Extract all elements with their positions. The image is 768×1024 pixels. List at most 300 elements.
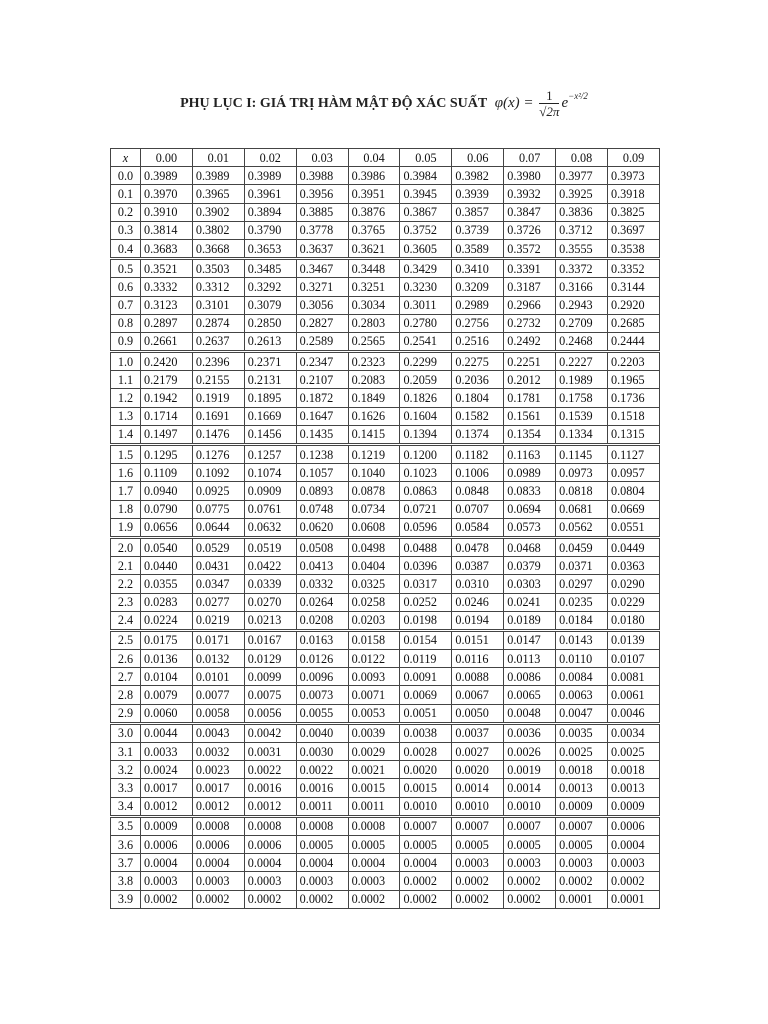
density-value: 0.2347 [296, 352, 348, 371]
density-value: 0.0003 [556, 854, 608, 872]
density-value: 0.3555 [556, 239, 608, 258]
table-row [111, 203, 660, 221]
density-value: 0.0088 [452, 668, 504, 686]
density-value: 0.0669 [608, 500, 660, 518]
density-value: 0.3712 [556, 221, 608, 239]
density-value: 0.3961 [244, 185, 296, 203]
density-value: 0.0047 [556, 704, 608, 723]
density-value: 0.0012 [141, 797, 193, 816]
density-value: 0.1257 [244, 445, 296, 464]
density-value: 0.2203 [608, 352, 660, 371]
density-value: 0.2107 [296, 371, 348, 389]
density-value: 0.3332 [141, 278, 193, 296]
density-value: 0.3973 [608, 167, 660, 185]
density-value: 0.0040 [296, 723, 348, 742]
table-row [111, 407, 660, 425]
density-value: 0.3836 [556, 203, 608, 221]
density-value: 0.3932 [504, 185, 556, 203]
density-value: 0.0010 [504, 797, 556, 816]
row-x-value: 0.7 [111, 296, 141, 314]
density-value: 0.1415 [348, 425, 400, 444]
density-value: 0.0005 [296, 835, 348, 853]
row-x-value: 2.1 [111, 557, 141, 575]
density-value: 0.1354 [504, 425, 556, 444]
density-value: 0.0761 [244, 500, 296, 518]
density-value: 0.0002 [192, 890, 244, 908]
density-value: 0.3372 [556, 259, 608, 278]
density-value: 0.0632 [244, 518, 296, 537]
row-x-value: 3.4 [111, 797, 141, 816]
density-value: 0.2396 [192, 352, 244, 371]
density-value: 0.0107 [608, 650, 660, 668]
density-value: 0.0167 [244, 630, 296, 649]
density-value: 0.0055 [296, 704, 348, 723]
density-value: 0.0110 [556, 650, 608, 668]
density-value: 0.0573 [504, 518, 556, 537]
density-value: 0.0818 [556, 482, 608, 500]
formula-exp-base: e [561, 95, 569, 112]
density-value: 0.0009 [608, 797, 660, 816]
density-value: 0.3939 [452, 185, 504, 203]
density-value: 0.0025 [556, 743, 608, 761]
density-value: 0.0940 [141, 482, 193, 500]
density-value: 0.0317 [400, 575, 452, 593]
density-value: 0.1334 [556, 425, 608, 444]
row-x-value: 0.2 [111, 203, 141, 221]
table-row [111, 611, 660, 630]
density-value: 0.0069 [400, 686, 452, 704]
density-value: 0.0297 [556, 575, 608, 593]
table-row [111, 537, 660, 556]
density-value: 0.2920 [608, 296, 660, 314]
density-value: 0.0002 [348, 890, 400, 908]
density-value: 0.0459 [556, 537, 608, 556]
row-x-value: 2.5 [111, 630, 141, 649]
row-x-value: 0.0 [111, 167, 141, 185]
density-value: 0.1518 [608, 407, 660, 425]
density-value: 0.0213 [244, 611, 296, 630]
density-value: 0.1826 [400, 389, 452, 407]
density-value: 0.0113 [504, 650, 556, 668]
header-x: x [111, 149, 141, 167]
density-value: 0.3847 [504, 203, 556, 221]
row-x-value: 1.1 [111, 371, 141, 389]
table-row [111, 352, 660, 371]
density-value: 0.0002 [556, 872, 608, 890]
formula-numerator: 1 [539, 88, 559, 104]
density-value: 0.0005 [504, 835, 556, 853]
table-row [111, 482, 660, 500]
density-value: 0.1758 [556, 389, 608, 407]
density-value: 0.2685 [608, 314, 660, 332]
density-value: 0.2059 [400, 371, 452, 389]
density-value: 0.0422 [244, 557, 296, 575]
density-value: 0.0004 [296, 854, 348, 872]
density-value: 0.0063 [556, 686, 608, 704]
density-value: 0.0478 [452, 537, 504, 556]
density-value: 0.3683 [141, 239, 193, 258]
density-value: 0.2012 [504, 371, 556, 389]
header-row [111, 149, 660, 167]
density-value: 0.0184 [556, 611, 608, 630]
density-value: 0.0208 [296, 611, 348, 630]
density-value: 0.0694 [504, 500, 556, 518]
density-value: 0.0540 [141, 537, 193, 556]
density-value: 0.3980 [504, 167, 556, 185]
row-x-value: 0.4 [111, 239, 141, 258]
density-value: 0.0058 [192, 704, 244, 723]
density-value: 0.3637 [296, 239, 348, 258]
table-row [111, 167, 660, 185]
density-value: 0.0529 [192, 537, 244, 556]
density-value: 0.0022 [244, 761, 296, 779]
density-value: 0.0379 [504, 557, 556, 575]
density-value: 0.0347 [192, 575, 244, 593]
formula-lhs: φ(x) = [494, 95, 534, 112]
row-x-value: 3.7 [111, 854, 141, 872]
density-value: 0.3945 [400, 185, 452, 203]
density-value: 0.3034 [348, 296, 400, 314]
density-value: 0.0003 [608, 854, 660, 872]
header-col: 0.05 [400, 149, 452, 167]
density-value: 0.0833 [504, 482, 556, 500]
density-value: 0.0878 [348, 482, 400, 500]
density-value: 0.0147 [504, 630, 556, 649]
density-value: 0.0003 [504, 854, 556, 872]
density-value: 0.3765 [348, 221, 400, 239]
density-value: 0.0132 [192, 650, 244, 668]
density-value: 0.0175 [141, 630, 193, 649]
density-value: 0.0033 [141, 743, 193, 761]
density-value: 0.3802 [192, 221, 244, 239]
density-value: 0.0006 [244, 835, 296, 853]
table-body [111, 167, 660, 909]
table-row [111, 371, 660, 389]
density-value: 0.0129 [244, 650, 296, 668]
table-row [111, 557, 660, 575]
density-value: 0.3101 [192, 296, 244, 314]
table-row [111, 221, 660, 239]
header-col: 0.03 [296, 149, 348, 167]
density-value: 0.1057 [296, 464, 348, 482]
density-value: 0.2756 [452, 314, 504, 332]
table-row [111, 296, 660, 314]
density-value: 0.1849 [348, 389, 400, 407]
density-value: 0.0310 [452, 575, 504, 593]
density-value: 0.1497 [141, 425, 193, 444]
density-value: 0.3467 [296, 259, 348, 278]
density-value: 0.3986 [348, 167, 400, 185]
density-value: 0.2444 [608, 332, 660, 351]
density-value: 0.0721 [400, 500, 452, 518]
density-value: 0.2541 [400, 332, 452, 351]
density-value: 0.3951 [348, 185, 400, 203]
density-value: 0.0235 [556, 593, 608, 611]
density-value: 0.1965 [608, 371, 660, 389]
density-value: 0.0355 [141, 575, 193, 593]
density-value: 0.0002 [504, 890, 556, 908]
density-value: 0.3251 [348, 278, 400, 296]
density-value: 0.0086 [504, 668, 556, 686]
density-value: 0.1895 [244, 389, 296, 407]
density-value: 0.2613 [244, 332, 296, 351]
density-value: 0.1200 [400, 445, 452, 464]
density-value: 0.2083 [348, 371, 400, 389]
density-value: 0.0154 [400, 630, 452, 649]
density-value: 0.2637 [192, 332, 244, 351]
density-value: 0.2897 [141, 314, 193, 332]
table-row [111, 797, 660, 816]
density-value: 0.0126 [296, 650, 348, 668]
density-value: 0.0006 [608, 816, 660, 835]
density-value: 0.0189 [504, 611, 556, 630]
table-row [111, 761, 660, 779]
row-x-value: 2.4 [111, 611, 141, 630]
density-value: 0.0079 [141, 686, 193, 704]
density-value: 0.0270 [244, 593, 296, 611]
density-value: 0.0016 [296, 779, 348, 797]
density-value: 0.1582 [452, 407, 504, 425]
density-value: 0.0005 [400, 835, 452, 853]
density-value: 0.0252 [400, 593, 452, 611]
density-value: 0.0909 [244, 482, 296, 500]
density-value: 0.0015 [400, 779, 452, 797]
page-title [0, 88, 768, 120]
row-x-value: 1.5 [111, 445, 141, 464]
density-value: 0.3521 [141, 259, 193, 278]
density-table [110, 148, 660, 909]
density-value: 0.2803 [348, 314, 400, 332]
density-value: 0.0044 [141, 723, 193, 742]
density-value: 0.0620 [296, 518, 348, 537]
formula-fraction [539, 88, 559, 120]
density-value: 0.1238 [296, 445, 348, 464]
density-value: 0.2251 [504, 352, 556, 371]
table-row [111, 872, 660, 890]
density-value: 0.0002 [244, 890, 296, 908]
density-value: 0.0562 [556, 518, 608, 537]
density-value: 0.0026 [504, 743, 556, 761]
density-value: 0.0656 [141, 518, 193, 537]
row-x-value: 3.2 [111, 761, 141, 779]
density-value: 0.0018 [608, 761, 660, 779]
table-row [111, 650, 660, 668]
density-value: 0.1394 [400, 425, 452, 444]
density-value: 0.1040 [348, 464, 400, 482]
density-value: 0.0431 [192, 557, 244, 575]
density-value: 0.0440 [141, 557, 193, 575]
density-value: 0.1074 [244, 464, 296, 482]
density-value: 0.0003 [348, 872, 400, 890]
density-value: 0.0363 [608, 557, 660, 575]
density-value: 0.0025 [608, 743, 660, 761]
density-value: 0.0325 [348, 575, 400, 593]
density-value: 0.0009 [141, 816, 193, 835]
density-value: 0.0060 [141, 704, 193, 723]
density-value: 0.2131 [244, 371, 296, 389]
density-value: 0.0644 [192, 518, 244, 537]
density-value: 0.0925 [192, 482, 244, 500]
density-value: 0.3209 [452, 278, 504, 296]
density-value: 0.1647 [296, 407, 348, 425]
density-value: 0.0003 [244, 872, 296, 890]
density-value: 0.1092 [192, 464, 244, 482]
density-value: 0.0002 [400, 890, 452, 908]
density-value: 0.1476 [192, 425, 244, 444]
density-value: 0.3814 [141, 221, 193, 239]
density-value: 0.0007 [504, 816, 556, 835]
table-row [111, 854, 660, 872]
density-value: 0.0143 [556, 630, 608, 649]
density-value: 0.0056 [244, 704, 296, 723]
density-value: 0.3429 [400, 259, 452, 278]
density-value: 0.0008 [192, 816, 244, 835]
density-value: 0.0002 [141, 890, 193, 908]
density-value: 0.1163 [504, 445, 556, 464]
table-row [111, 185, 660, 203]
table-row [111, 425, 660, 444]
density-value: 0.0151 [452, 630, 504, 649]
density-value: 0.0061 [608, 686, 660, 704]
density-value: 0.0081 [608, 668, 660, 686]
density-value: 0.0051 [400, 704, 452, 723]
density-value: 0.0707 [452, 500, 504, 518]
density-value: 0.0863 [400, 482, 452, 500]
density-value: 0.3982 [452, 167, 504, 185]
row-x-value: 3.3 [111, 779, 141, 797]
density-value: 0.0339 [244, 575, 296, 593]
density-value: 0.3079 [244, 296, 296, 314]
density-value: 0.1182 [452, 445, 504, 464]
density-value: 0.3391 [504, 259, 556, 278]
density-value: 0.3271 [296, 278, 348, 296]
density-value: 0.2275 [452, 352, 504, 371]
density-value: 0.0073 [296, 686, 348, 704]
density-value: 0.0804 [608, 482, 660, 500]
density-value: 0.1006 [452, 464, 504, 482]
row-x-value: 0.3 [111, 221, 141, 239]
density-value: 0.1714 [141, 407, 193, 425]
table-row [111, 835, 660, 853]
density-value: 0.0775 [192, 500, 244, 518]
density-value: 0.0006 [192, 835, 244, 853]
density-value: 0.2589 [296, 332, 348, 351]
density-value: 0.1219 [348, 445, 400, 464]
table-row [111, 259, 660, 278]
density-value: 0.3956 [296, 185, 348, 203]
density-value: 0.3292 [244, 278, 296, 296]
density-value: 0.2780 [400, 314, 452, 332]
row-x-value: 2.8 [111, 686, 141, 704]
table-row [111, 779, 660, 797]
density-value: 0.1315 [608, 425, 660, 444]
table-row [111, 704, 660, 723]
density-value: 0.0893 [296, 482, 348, 500]
density-value: 0.0093 [348, 668, 400, 686]
density-value: 0.3910 [141, 203, 193, 221]
density-value: 0.0035 [556, 723, 608, 742]
density-value: 0.0012 [192, 797, 244, 816]
row-x-value: 3.8 [111, 872, 141, 890]
density-value: 0.1127 [608, 445, 660, 464]
row-x-value: 1.6 [111, 464, 141, 482]
density-value: 0.0042 [244, 723, 296, 742]
density-value: 0.0017 [192, 779, 244, 797]
density-value: 0.1989 [556, 371, 608, 389]
density-value: 0.2850 [244, 314, 296, 332]
density-value: 0.2709 [556, 314, 608, 332]
density-value: 0.0003 [192, 872, 244, 890]
density-value: 0.3778 [296, 221, 348, 239]
density-value: 0.3984 [400, 167, 452, 185]
table-row [111, 239, 660, 258]
density-value: 0.0224 [141, 611, 193, 630]
density-value: 0.0734 [348, 500, 400, 518]
density-value: 0.0017 [141, 779, 193, 797]
row-x-value: 1.2 [111, 389, 141, 407]
density-value: 0.0584 [452, 518, 504, 537]
density-value: 0.1023 [400, 464, 452, 482]
density-value: 0.3790 [244, 221, 296, 239]
density-value: 0.3410 [452, 259, 504, 278]
density-value: 0.0122 [348, 650, 400, 668]
row-x-value: 1.9 [111, 518, 141, 537]
density-value: 0.0194 [452, 611, 504, 630]
density-value: 0.0449 [608, 537, 660, 556]
density-value: 0.2420 [141, 352, 193, 371]
density-value: 0.2943 [556, 296, 608, 314]
density-value: 0.3867 [400, 203, 452, 221]
table-row [111, 816, 660, 835]
density-value: 0.0077 [192, 686, 244, 704]
density-value: 0.0002 [452, 890, 504, 908]
density-value: 0.0006 [141, 835, 193, 853]
density-value: 0.3989 [141, 167, 193, 185]
row-x-value: 2.3 [111, 593, 141, 611]
row-x-value: 2.0 [111, 537, 141, 556]
density-value: 0.2036 [452, 371, 504, 389]
density-value: 0.0099 [244, 668, 296, 686]
density-value: 0.0163 [296, 630, 348, 649]
density-value: 0.1145 [556, 445, 608, 464]
density-value: 0.0101 [192, 668, 244, 686]
table-row [111, 278, 660, 296]
density-value: 0.0091 [400, 668, 452, 686]
density-value: 0.0043 [192, 723, 244, 742]
density-value: 0.0139 [608, 630, 660, 649]
density-value: 0.0016 [244, 779, 296, 797]
density-value: 0.0001 [556, 890, 608, 908]
density-value: 0.1736 [608, 389, 660, 407]
density-value: 0.2371 [244, 352, 296, 371]
density-value: 0.0032 [192, 743, 244, 761]
density-value: 0.0004 [244, 854, 296, 872]
density-value: 0.0028 [400, 743, 452, 761]
density-value: 0.0198 [400, 611, 452, 630]
density-value: 0.1804 [452, 389, 504, 407]
header-col: 0.06 [452, 149, 504, 167]
density-value: 0.0989 [504, 464, 556, 482]
density-value: 0.0021 [348, 761, 400, 779]
density-value: 0.1691 [192, 407, 244, 425]
density-value: 0.0116 [452, 650, 504, 668]
table-row [111, 686, 660, 704]
density-value: 0.0010 [400, 797, 452, 816]
density-value: 0.3970 [141, 185, 193, 203]
density-value: 0.0387 [452, 557, 504, 575]
row-x-value: 1.4 [111, 425, 141, 444]
row-x-value: 3.1 [111, 743, 141, 761]
